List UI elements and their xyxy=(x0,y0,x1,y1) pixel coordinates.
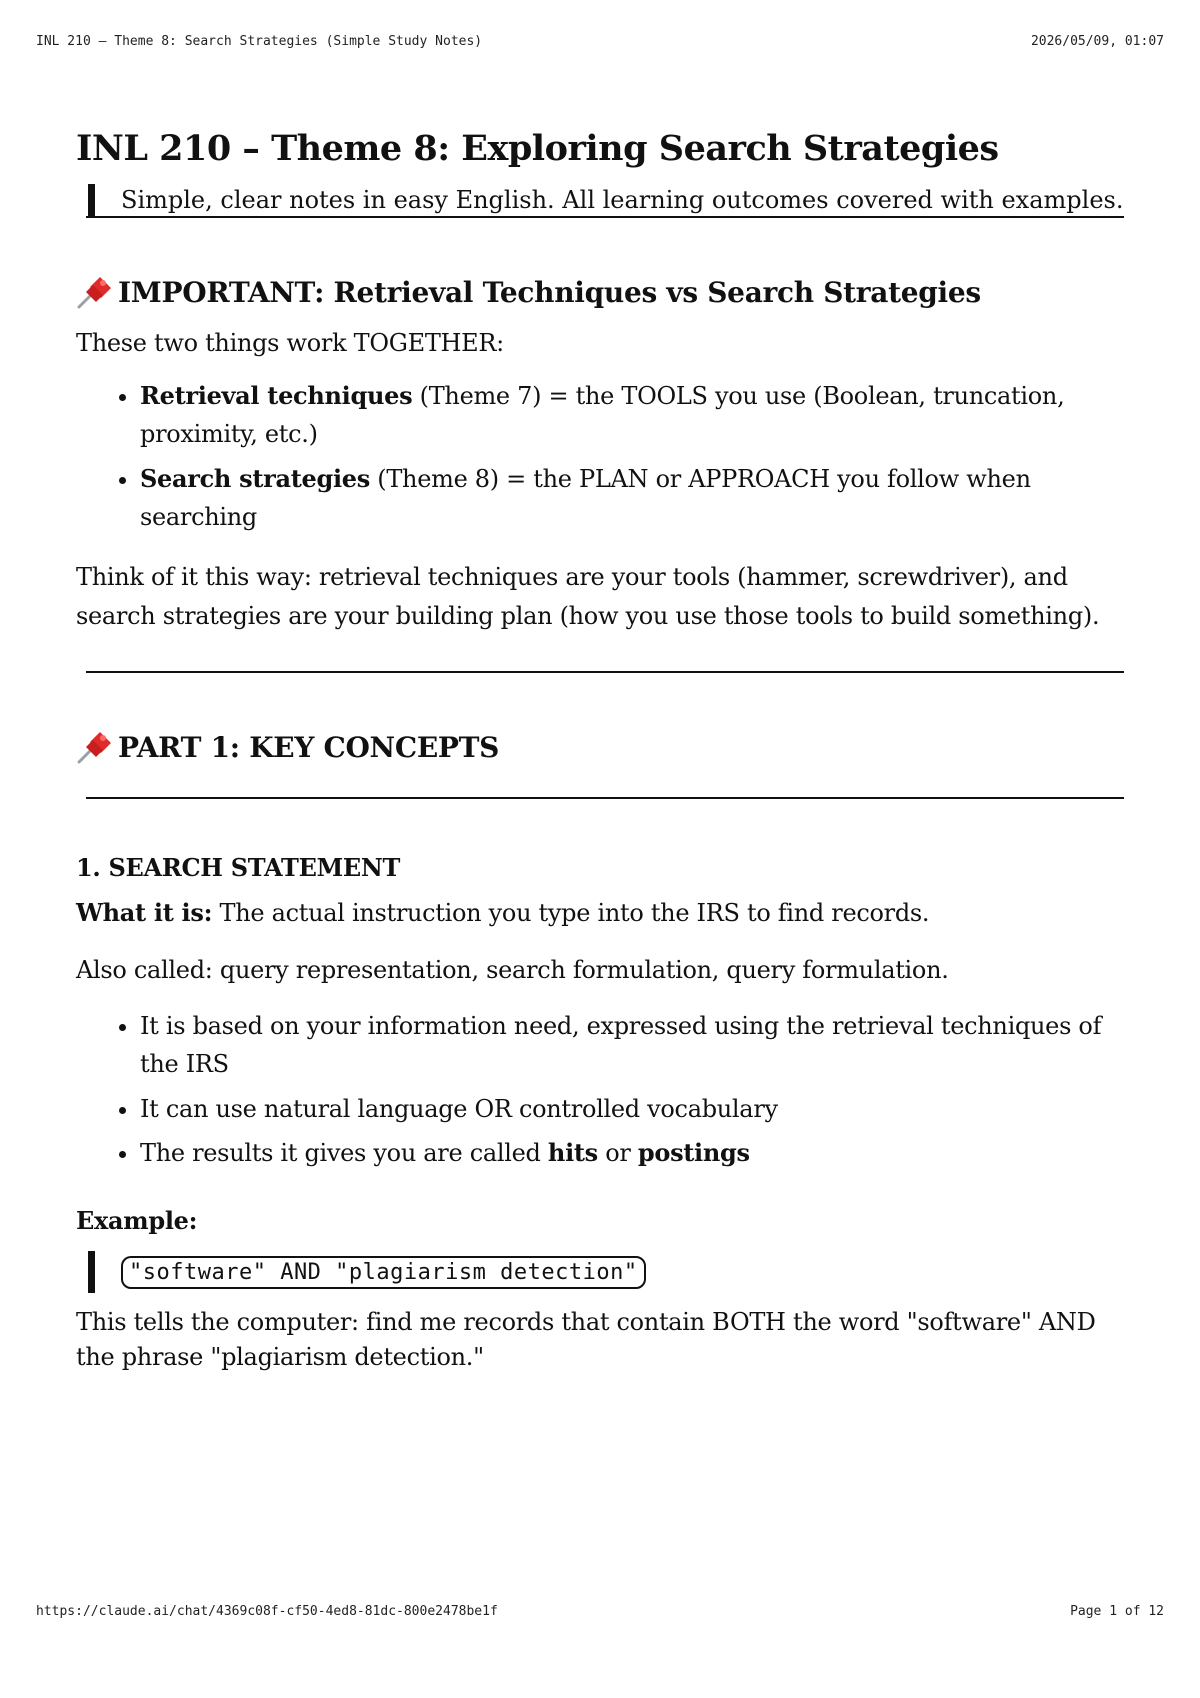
definition-paragraph xyxy=(76,894,1124,932)
bullet-text: The results it gives you are called xyxy=(140,1139,548,1168)
divider xyxy=(86,797,1124,799)
page-url: https://claude.ai/chat/4369c08f-cf50-4ed8-81dc-800e2478be1f xyxy=(36,1604,498,1619)
bullet-text: (Theme 7) = the TOOLS you use (Boolean, truncation, proximity, etc.) xyxy=(140,381,1065,449)
part1-heading xyxy=(76,729,1124,765)
important-heading-text: IMPORTANT: Retrieval Techniques vs Search Strategies xyxy=(118,275,981,309)
list-item: • It is based on your information need, expressed using the retrieval techniques of the IRS xyxy=(140,1007,1124,1084)
divider xyxy=(86,216,1124,218)
subtitle-blockquote xyxy=(88,184,1124,216)
bullet-text: or xyxy=(597,1139,638,1168)
subtitle-text: Simple, clear notes in easy English. All learning outcomes covered with examples. xyxy=(121,186,1124,214)
explanation-paragraph: This tells the computer: find me records that contain BOTH the word "software" AND the phrase "plagiarism detection." xyxy=(76,1308,1096,1372)
analogy-paragraph: Think of it this way: retrieval techniques are your tools (hammer, screwdriver), and search strategies are your building plan (how you use those tools to build something). xyxy=(76,563,1100,630)
also-called-paragraph: Also called: query representation, search formulation, query formulation. xyxy=(76,955,949,984)
search-statement-bullets xyxy=(76,1007,1124,1173)
example-code: "software" AND "plagiarism detection" xyxy=(121,1256,646,1289)
page-number: Page 1 of 12 xyxy=(1070,1604,1164,1619)
divider xyxy=(86,671,1124,673)
print-header-datetime: 2026/05/09, 01:07 xyxy=(1030,34,1164,49)
pushpin-icon xyxy=(76,274,114,310)
hits-term: hits xyxy=(547,1138,598,1168)
list-item xyxy=(140,460,1124,537)
bullet-text: (Theme 8) = the PLAN or APPROACH you follow when searching xyxy=(140,464,1031,531)
postings-term: postings xyxy=(637,1138,750,1168)
section-heading: 1. SEARCH STATEMENT xyxy=(76,853,401,883)
important-bullets xyxy=(76,377,1124,537)
example-blockquote xyxy=(88,1251,1124,1293)
bullet-term: Retrieval techniques xyxy=(140,380,413,410)
print-header-title: INL 210 – Theme 8: Search Strategies (Simple Study Notes) xyxy=(36,34,483,49)
list-item: • It can use natural language OR controlled vocabulary xyxy=(140,1090,1124,1128)
example-label: Example: xyxy=(76,1206,198,1236)
list-item xyxy=(140,377,1124,454)
list-item xyxy=(140,1134,1124,1172)
bullet-term: Search strategies xyxy=(140,463,370,493)
important-heading xyxy=(76,274,1124,310)
print-header xyxy=(36,34,1164,49)
part1-heading-text: PART 1: KEY CONCEPTS xyxy=(118,730,500,764)
pushpin-icon xyxy=(76,729,114,765)
definition-label: What it is: xyxy=(76,898,213,928)
important-intro: These two things work TOGETHER: xyxy=(76,329,504,358)
page-title: INL 210 – Theme 8: Exploring Search Strategies xyxy=(76,128,999,169)
definition-text: The actual instruction you type into the IRS to find records. xyxy=(212,899,930,928)
print-footer xyxy=(36,1604,1164,1619)
document-content xyxy=(76,128,1124,1375)
